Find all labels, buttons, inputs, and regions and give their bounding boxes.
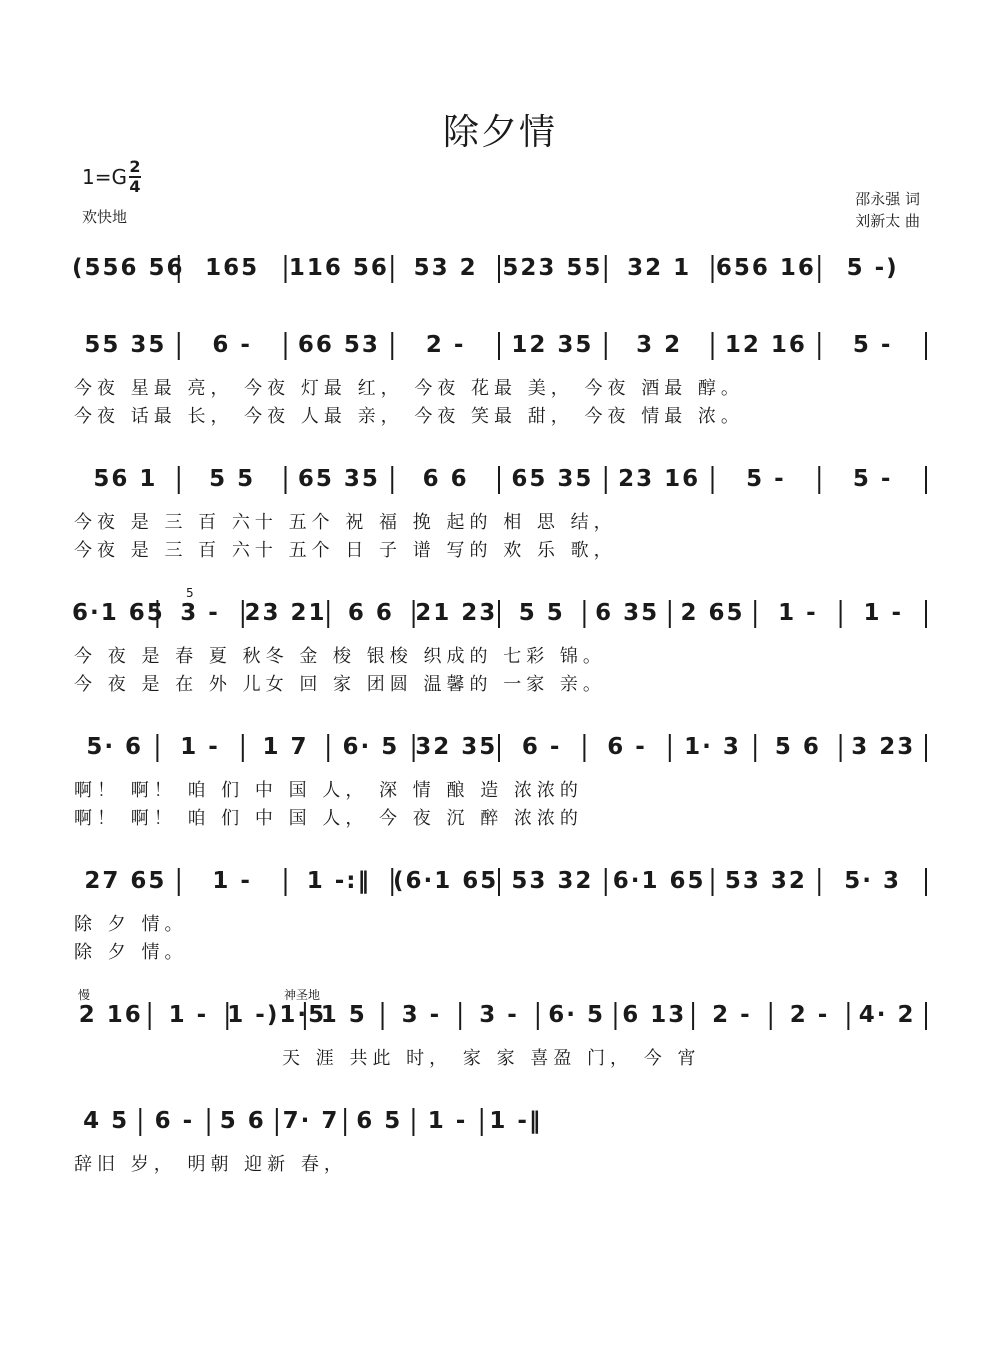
slow-marking: 慢 [78, 988, 91, 1002]
measure: 2 - [425, 332, 466, 358]
measure: 1 -‖ [489, 1108, 543, 1134]
measure: 2 - [712, 1002, 752, 1028]
lyric-line: 天 涯 共此 时， 家 家 喜盈 门， 今 宵 [282, 1048, 701, 1069]
time-signature [129, 158, 141, 196]
measure: 2 65 [680, 600, 745, 626]
song-title: 除夕情 [442, 112, 557, 153]
lyricist: 邵永强 词 [855, 190, 920, 208]
measure: 65 35 [297, 466, 380, 492]
measure: 6 - [521, 734, 562, 760]
measure: 32 35 [415, 734, 498, 760]
measure: 5 - [746, 466, 786, 492]
measure: 3 - [401, 1002, 442, 1028]
lyric-line: 辞旧 岁， 明朝 迎新 春， [74, 1154, 347, 1175]
measure: 1 - [168, 1002, 209, 1028]
composer: 刘新太 曲 [855, 212, 920, 230]
measure: 1 5 [320, 1002, 367, 1028]
measure: 4· 2 [858, 1002, 916, 1028]
measure: 5 5 [518, 600, 565, 626]
measure: 6·1 65 [612, 868, 706, 894]
lyric-line: 今夜 话最 长， 今夜 人最 亲， 今夜 笑最 甜， 今夜 情最 浓。 [74, 406, 744, 427]
measure-row [0, 724, 1000, 770]
grace-note: 5 [186, 586, 194, 600]
measure-row [0, 992, 1000, 1038]
measure: 66 53 [297, 332, 380, 358]
measure: 165 [205, 255, 260, 281]
measure: 5· 6 [86, 734, 144, 760]
measure: 5· 3 [844, 868, 901, 894]
tempo-marking: 欢快地 [82, 208, 128, 226]
measure: 6 - [154, 1108, 195, 1134]
measure: 6· 5 [548, 1002, 605, 1028]
measure: 53 32 [724, 868, 807, 894]
credits [855, 188, 920, 232]
measure: 5 6 [774, 734, 821, 760]
measure: 5 - [852, 332, 893, 358]
time-unit: 4 [129, 177, 141, 196]
lyric-line: 啊！ 啊！ 咱 们 中 国 人， 今 夜 沉 醉 浓浓的 [74, 808, 583, 829]
measure: 1 - [863, 600, 904, 626]
key-label: 1=G [82, 165, 127, 189]
measure: 2 - [789, 1002, 830, 1028]
measure: 6 5 [356, 1108, 403, 1134]
time-beats: 2 [129, 157, 141, 176]
measure: 116 56 [288, 255, 389, 281]
measure: 21 23 [415, 600, 498, 626]
measure: 2 16 [78, 1002, 143, 1028]
measure: 65 35 [511, 466, 594, 492]
measure: 1 -)1·5 [227, 1002, 327, 1028]
measure: 23 21 [244, 600, 327, 626]
lyric-line: 除 夕 情。 [74, 942, 188, 963]
measure: 3 23 [851, 734, 916, 760]
measure: 6 35 [595, 600, 660, 626]
lyric-line: 今夜 是 三 百 六十 五个 祝 福 挽 起的 相 思 结， [74, 512, 617, 533]
measure: 1 - [180, 734, 220, 760]
measure: 5 -) [846, 255, 899, 281]
measure-row [0, 1098, 1000, 1144]
measure: 1 - [778, 600, 818, 626]
lyric-line: 今 夜 是 在 外 儿女 回 家 团圆 温馨的 一家 亲。 [74, 674, 606, 695]
measure-row [0, 245, 1000, 291]
lyric-line: 除 夕 情。 [74, 914, 188, 935]
measure: 23 16 [618, 466, 701, 492]
measure: 6 6 [347, 600, 394, 626]
measure: 27 65 [84, 868, 167, 894]
lyric-line: 今 夜 是 春 夏 秋冬 金 梭 银梭 织成的 七彩 锦。 [74, 646, 606, 667]
lyric-line: 啊！ 啊！ 咱 们 中 国 人， 深 情 酿 造 浓浓的 [74, 780, 583, 801]
measure: 1 7 [262, 734, 309, 760]
measure-row [0, 590, 1000, 636]
measure: 6·1 65 [72, 600, 165, 626]
measure: 6 - [212, 332, 252, 358]
measure: (556 56 [72, 255, 185, 281]
measure: 3 - [479, 1002, 519, 1028]
sacred-marking: 神圣地 [284, 988, 321, 1002]
measure: 3 2 [636, 332, 683, 358]
measure: 7· 7 [282, 1108, 340, 1134]
measure: (6·1 65 [392, 868, 499, 894]
measure-row [0, 456, 1000, 502]
measure: 1· 3 [684, 734, 741, 760]
measure: 5 - [852, 466, 893, 492]
measure: 6 13 [622, 1002, 687, 1028]
measure: 5 6 [219, 1108, 266, 1134]
measure: 53 32 [511, 868, 594, 894]
measure-row [0, 322, 1000, 368]
measure: 6 6 [422, 466, 469, 492]
measure: 6 - [607, 734, 647, 760]
measure: 4 5 [83, 1108, 130, 1134]
measure: 32 1 [627, 255, 692, 281]
measure: 12 35 [511, 332, 594, 358]
lyric-line: 今夜 星最 亮， 今夜 灯最 红， 今夜 花最 美， 今夜 酒最 醇。 [74, 378, 744, 399]
measure: 3 - [180, 600, 220, 626]
measure: 523 55 [502, 255, 603, 281]
measure: 5 5 [209, 466, 256, 492]
key-signature [82, 158, 141, 196]
measure: 1 - [212, 868, 252, 894]
lyric-line: 今夜 是 三 百 六十 五个 日 子 谱 写的 欢 乐 歌， [74, 540, 617, 561]
measure-row [0, 858, 1000, 904]
measure: 55 35 [84, 332, 167, 358]
measure: 1 - [427, 1108, 468, 1134]
measure: 656 16 [715, 255, 816, 281]
measure: 53 2 [413, 255, 478, 281]
measure: 12 16 [724, 332, 807, 358]
measure: 1 -:‖ [306, 868, 371, 894]
measure: 56 1 [93, 466, 158, 492]
measure: 6· 5 [342, 734, 400, 760]
